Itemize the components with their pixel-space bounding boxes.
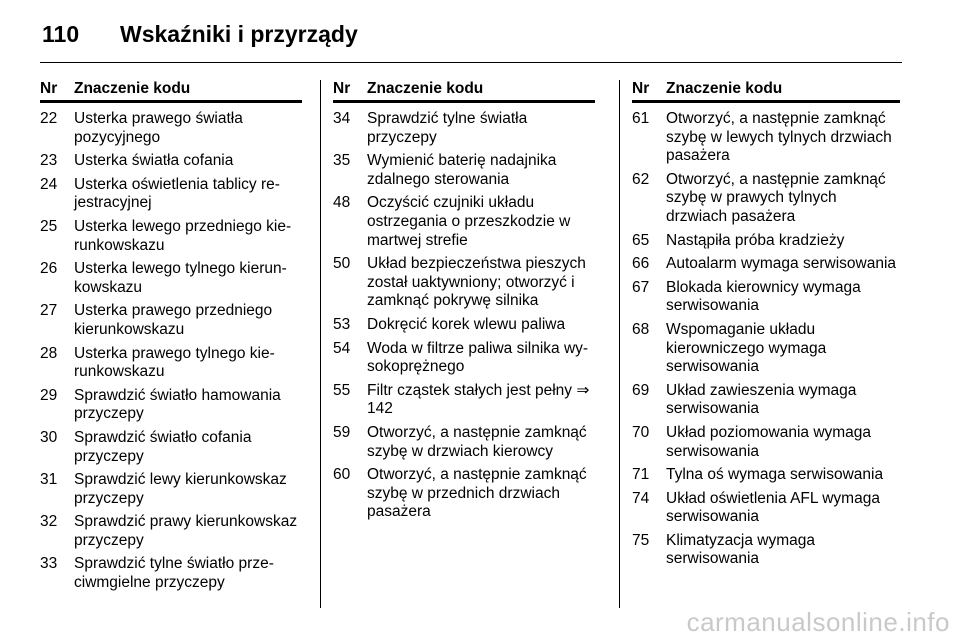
code-number: 60 — [333, 466, 351, 484]
code-meaning: Układ zawieszenia wymaga serwisowania — [666, 381, 857, 418]
column-header — [40, 80, 302, 103]
meaning-header: Znaczenie kodu — [367, 80, 484, 97]
code-meaning: Usterka oświetlenia tablicy re-jestracyjnej — [74, 175, 280, 212]
code-meaning: Układ oświetlenia AFL wymaga serwisowania — [666, 489, 880, 526]
code-number: 33 — [40, 555, 58, 573]
code-number: 62 — [632, 170, 650, 188]
table-row — [632, 232, 900, 251]
table-row — [632, 424, 900, 461]
code-meaning: Usterka lewego przedniego kie-runkowskazu — [74, 217, 292, 254]
code-number: 69 — [632, 381, 650, 399]
code-meaning: Sprawdzić tylne światła przyczepy — [367, 110, 528, 146]
code-meaning: Usterka prawego tylnego kie-runkowskazu — [74, 344, 275, 381]
code-meaning: Wymienić baterię nadajnika zdalnego sterowania — [367, 152, 557, 188]
table-row — [40, 152, 302, 171]
code-number: 32 — [40, 513, 58, 531]
code-number: 66 — [632, 255, 650, 273]
meaning-header: Znaczenie kodu — [74, 80, 191, 97]
table-row — [333, 152, 595, 189]
table-row — [333, 466, 595, 522]
watermark: carmanualsonline.info — [686, 607, 950, 637]
code-number: 30 — [40, 428, 58, 446]
code-meaning: Otworzyć, a następnie zamknąć szybę w prawych tylnych drzwiach pasażera — [666, 170, 886, 225]
table-row — [333, 424, 595, 461]
table-row — [333, 340, 595, 377]
code-rows — [632, 110, 900, 569]
code-number: 48 — [333, 194, 351, 212]
table-row — [632, 279, 900, 316]
table-row — [40, 218, 302, 255]
code-number: 23 — [40, 152, 58, 170]
code-number: 68 — [632, 320, 650, 338]
code-meaning: Sprawdzić światło hamowania przyczepy — [74, 386, 281, 423]
code-number: 29 — [40, 386, 58, 404]
code-meaning: Wspomaganie układu kierowniczego wymaga serwisowania — [666, 320, 827, 376]
code-number: 50 — [333, 255, 351, 273]
code-number: 28 — [40, 344, 58, 362]
table-row — [40, 345, 302, 382]
code-number: 31 — [40, 471, 58, 489]
code-meaning: Układ bezpieczeństwa pieszych został uaktywniony; otworzyć i zamknąć pokrywę silnika — [367, 255, 586, 310]
code-number: 53 — [333, 315, 351, 333]
table-row — [333, 255, 595, 311]
code-meaning: Woda w filtrze paliwa silnika wy-sokoprężnego — [367, 339, 589, 376]
code-number: 35 — [333, 152, 351, 170]
code-meaning: Usterka prawego światła pozycyjnego — [74, 110, 243, 146]
code-number: 24 — [40, 175, 58, 193]
table-row — [632, 171, 900, 227]
table-row — [40, 302, 302, 339]
table-row — [632, 466, 900, 485]
code-meaning: Usterka prawego przedniego kierunkowskazu — [74, 302, 273, 338]
code-number: 70 — [632, 423, 650, 441]
code-column — [333, 80, 595, 527]
column-divider — [619, 80, 620, 608]
table-row — [333, 194, 595, 250]
column-header — [333, 80, 595, 103]
code-number: 26 — [40, 260, 58, 278]
table-row — [40, 176, 302, 213]
table-row — [632, 532, 900, 569]
nr-header: Nr — [40, 80, 58, 97]
code-number: 67 — [632, 278, 650, 296]
code-meaning: Sprawdzić lewy kierunkowskaz przyczepy — [74, 471, 287, 507]
table-row — [333, 110, 595, 147]
code-meaning: Blokada kierownicy wymaga serwisowania — [666, 278, 861, 315]
code-meaning: Klimatyzacja wymaga serwisowania — [666, 531, 816, 568]
table-row — [40, 260, 302, 297]
code-meaning: Oczyścić czujniki układu ostrzegania o przeszkodzie w martwej strefie — [367, 194, 571, 249]
column-header — [632, 80, 900, 103]
table-row — [333, 382, 595, 419]
code-meaning: Sprawdzić światło cofania przyczepy — [74, 428, 252, 465]
column-divider — [320, 80, 321, 608]
header-rule — [40, 62, 902, 63]
table-row — [40, 555, 302, 592]
table-row — [40, 429, 302, 466]
table-row — [632, 490, 900, 527]
code-meaning: Usterka światła cofania — [74, 152, 234, 170]
code-number: 54 — [333, 339, 351, 357]
page-title: Wskaźniki i przyrządy — [120, 20, 358, 47]
code-number: 61 — [632, 110, 650, 127]
code-number: 71 — [632, 466, 650, 484]
code-meaning: Nastąpiła próba kradzieży — [666, 231, 845, 249]
code-number: 55 — [333, 381, 351, 399]
code-column — [40, 80, 302, 598]
page-number: 110 — [42, 20, 80, 47]
code-meaning: Układ poziomowania wymaga serwisowania — [666, 423, 872, 460]
code-meaning: Otworzyć, a następnie zamknąć szybę w drzwiach kierowcy — [367, 423, 587, 460]
code-rows — [333, 110, 595, 522]
code-meaning: Sprawdzić prawy kierunkowskaz przyczepy — [74, 513, 298, 549]
code-table — [40, 80, 902, 610]
code-meaning: Dokręcić korek wlewu paliwa — [367, 315, 566, 333]
table-row — [40, 110, 302, 147]
code-meaning: Otworzyć, a następnie zamknąć szybę w przednich drzwiach pasażera — [367, 466, 587, 521]
code-number: 75 — [632, 531, 650, 549]
table-row — [632, 255, 900, 274]
meaning-header: Znaczenie kodu — [666, 80, 783, 97]
code-number: 65 — [632, 231, 650, 249]
code-number: 25 — [40, 217, 58, 235]
table-row — [40, 471, 302, 508]
table-row — [632, 110, 900, 166]
code-number: 59 — [333, 423, 351, 441]
table-row — [632, 382, 900, 419]
code-number: 34 — [333, 110, 351, 127]
page-header — [42, 14, 358, 54]
code-column — [632, 80, 900, 574]
table-row — [40, 513, 302, 550]
code-rows — [40, 110, 302, 593]
code-number: 27 — [40, 302, 58, 320]
code-number: 74 — [632, 489, 650, 507]
code-meaning: Tylna oś wymaga serwisowania — [666, 466, 884, 484]
nr-header: Nr — [333, 80, 351, 97]
code-meaning: Sprawdzić tylne światło prze-ciwmgielne przyczepy — [74, 555, 274, 592]
code-number: 22 — [40, 110, 58, 127]
code-meaning: Filtr cząstek stałych jest pełny ⇒ 142 — [367, 381, 590, 418]
table-row — [40, 387, 302, 424]
code-meaning: Otworzyć, a następnie zamknąć szybę w lewych tylnych drzwiach pasażera — [666, 110, 892, 165]
code-meaning: Usterka lewego tylnego kierun-kowskazu — [74, 260, 287, 296]
nr-header: Nr — [632, 80, 650, 97]
code-meaning: Autoalarm wymaga serwisowania — [666, 255, 897, 273]
table-row — [632, 321, 900, 377]
table-row — [333, 316, 595, 335]
